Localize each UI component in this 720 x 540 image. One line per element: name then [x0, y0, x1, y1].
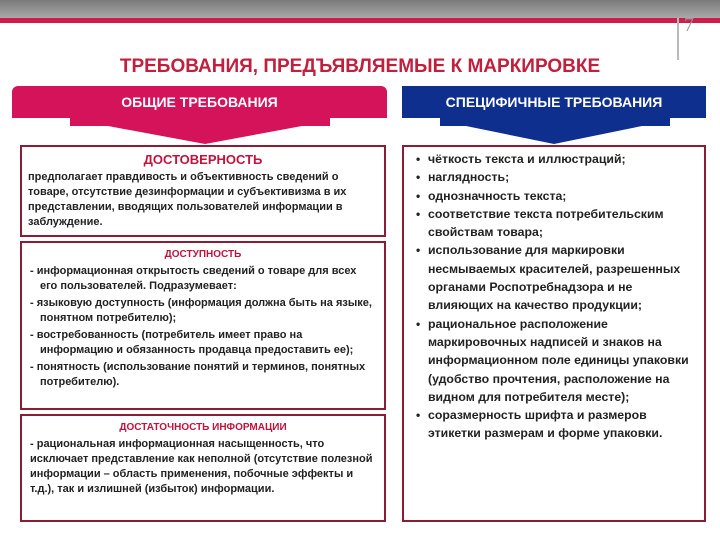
bullet-icon: •	[416, 188, 421, 203]
reliability-box	[20, 145, 386, 237]
list-item: • соразмерность шрифта и размеров этикетки размерам и форме упаковки.	[416, 408, 663, 441]
bullet-icon: •	[416, 152, 421, 166]
sufficiency-box	[20, 414, 386, 522]
header-arrows	[0, 116, 720, 146]
accessibility-list	[30, 264, 376, 390]
left-arrow-shape	[70, 118, 330, 144]
bullet-icon: •	[416, 408, 421, 423]
general-requirements-header: ОБЩИЕ ТРЕБОВАНИЯ	[12, 86, 387, 118]
bullet-icon: •	[416, 206, 421, 221]
sufficiency-heading: ДОСТАТОЧНОСТЬ ИНФОРМАЦИИ	[119, 422, 287, 433]
bullet-icon: •	[416, 243, 421, 258]
divider-line	[677, 18, 679, 60]
list-item: • соответствие текста потребительским свойствам товара;	[416, 206, 664, 240]
bullet-icon: •	[416, 170, 421, 185]
list-item: • рациональное расположение маркировочных надписей и знаков на информационном поле единицы упаковки (удобство прочтения, расположение на видном для потребителя месте);	[416, 316, 689, 404]
specific-requirements-header: СПЕЦИФИЧНЫЕ ТРЕБОВАНИЯ	[402, 86, 706, 118]
list-item: - востребованность (потребитель имеет право на информацию и обязанность продавца предоставить ее);	[30, 329, 354, 356]
list-item: - языковую доступность (информация должна быть на языке, понятном потребителю);	[30, 297, 372, 324]
list-item: - понятность (использование понятий и терминов, понятных потребителю).	[30, 361, 366, 388]
accessibility-heading: ДОСТУПНОСТЬ	[164, 249, 242, 260]
specific-requirements-box	[402, 145, 706, 522]
list-item: - информационная открытость сведений о товаре для всех его пользователей. Подразумевает:	[30, 265, 357, 292]
slide-title: ТРЕБОВАНИЯ, ПРЕДЪЯВЛЯЕМЫЕ К МАРКИРОВКЕ	[119, 56, 601, 77]
top-accent-stripe	[0, 18, 720, 23]
sufficiency-text: - рациональная информационная насыщенность, что исключает представление как неполной (отсутствие полезной информации – область применения, побочные эффекты и т.д.), так и излишней (избыток) информации.	[30, 438, 373, 495]
reliability-text: предполагает правдивость и объективность сведений о товаре, отсутствие дезинформации и субъективизма в их представлении, вводящих пользователей информации в заблуждение.	[28, 171, 347, 228]
page-number: 7	[684, 14, 694, 36]
top-bar	[0, 0, 720, 18]
list-item: • наглядность;	[416, 168, 698, 186]
list-item: • использование для маркировки несмываемых красителей, разрешенных органами Роспотребнадзора и не влияющих на качество продукции;	[416, 243, 681, 313]
specific-requirements-list	[416, 150, 698, 443]
right-arrow-shape	[440, 118, 670, 144]
list-item: • однозначность текста;	[416, 187, 698, 205]
accessibility-box	[20, 241, 386, 410]
reliability-heading: ДОСТОВЕРНОСТЬ	[143, 152, 263, 167]
bullet-icon: •	[416, 316, 421, 331]
list-item: • чёткость текста и иллюстраций;	[416, 150, 698, 168]
